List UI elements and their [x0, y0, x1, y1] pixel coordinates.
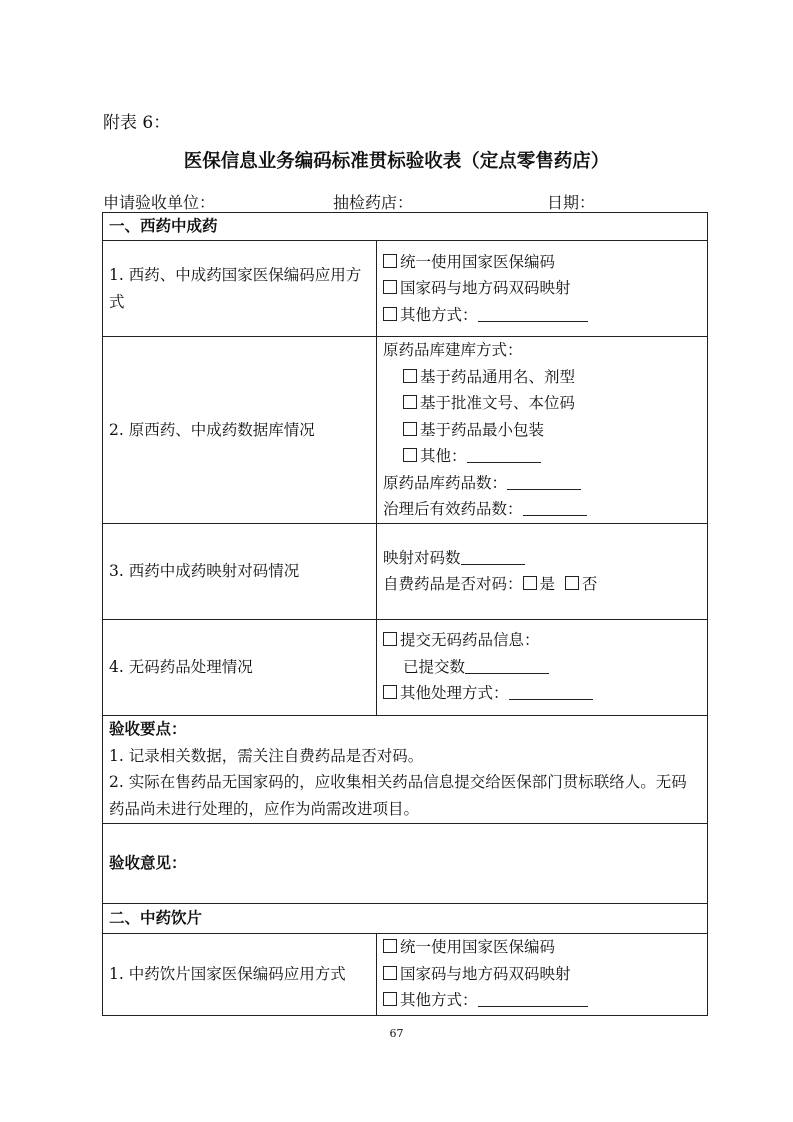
- question-label: 3. 西药中成药映射对码情况: [103, 523, 377, 619]
- answer-options: [377, 619, 708, 715]
- acceptance-point-2: 2. 实际在售药品无国家码的，应收集相关药品信息提交给医保部门贯标联络人。无码药品尚未进行处理的，应作为尚需改进项目。: [109, 773, 687, 818]
- checkbox[interactable]: [383, 632, 397, 646]
- fill-in-blank[interactable]: [465, 657, 549, 674]
- answer-options: [377, 241, 708, 337]
- option-approval-number[interactable]: 基于批准文号、本位码: [383, 390, 701, 417]
- section-heading-herbal-pieces: 二、中药饮片: [103, 903, 708, 933]
- acceptance-point-1: 1. 记录相关数据，需关注自费药品是否对码。: [109, 746, 424, 765]
- selfpaid-mapping-field: 自费药品是否对码： 是 否: [383, 575, 598, 593]
- option-other-handling[interactable]: 其他处理方式：: [383, 680, 701, 707]
- fill-in-blank[interactable]: [509, 683, 593, 700]
- section-heading-western-medicine: 一、西药中成药: [103, 213, 708, 241]
- question-label: 1. 中药饮片国家医保编码应用方式: [103, 933, 377, 1015]
- date-label: 日期：: [547, 193, 596, 212]
- checkbox[interactable]: [403, 395, 417, 409]
- question-label: 1. 西药、中成药国家医保编码应用方式: [103, 241, 377, 337]
- page-number: 67: [389, 1027, 404, 1040]
- option-other[interactable]: 其他：: [383, 443, 701, 470]
- option-other-method[interactable]: 其他方式：: [383, 987, 701, 1014]
- acceptance-opinion-heading: 验收意见：: [109, 853, 187, 872]
- checkbox[interactable]: [565, 576, 579, 590]
- fill-in-blank[interactable]: [478, 990, 588, 1007]
- fill-in-blank[interactable]: [461, 548, 525, 565]
- option-generic-name[interactable]: 基于药品通用名、剂型: [383, 364, 701, 391]
- section-header-row: [103, 903, 708, 933]
- option-unified-code[interactable]: 统一使用国家医保编码: [383, 934, 701, 961]
- option-min-package[interactable]: 基于药品最小包装: [383, 417, 701, 444]
- question-label: 4. 无码药品处理情况: [103, 619, 377, 715]
- option-unified-code[interactable]: 统一使用国家医保编码: [383, 249, 701, 276]
- annex-label: 附表 6：: [103, 113, 171, 133]
- option-other-method[interactable]: 其他方式：: [383, 302, 701, 329]
- fill-in-blank[interactable]: [507, 473, 581, 490]
- fill-in-blank[interactable]: [523, 499, 587, 516]
- checkbox[interactable]: [383, 280, 397, 294]
- question-label: 2. 原西药、中成药数据库情况: [103, 337, 377, 524]
- table-row: [103, 823, 708, 903]
- option-submit-uncoded[interactable]: 提交无码药品信息：: [383, 627, 701, 654]
- table-row: [103, 337, 708, 524]
- table-row: [103, 241, 708, 337]
- mapping-count-field: 映射对码数: [383, 545, 701, 572]
- checkbox[interactable]: [383, 992, 397, 1006]
- section-header-row: [103, 213, 708, 241]
- checkbox[interactable]: [383, 254, 397, 268]
- form-title: 医保信息业务编码标准贯标验收表（定点零售药店）: [183, 151, 610, 172]
- acceptance-opinion[interactable]: [103, 823, 708, 903]
- checkbox[interactable]: [403, 448, 417, 462]
- checkbox[interactable]: [403, 369, 417, 383]
- acceptance-points: [103, 715, 708, 823]
- acceptance-form-table: [102, 212, 708, 1016]
- acceptance-points-heading: 验收要点：: [109, 720, 187, 738]
- checkbox[interactable]: [403, 422, 417, 436]
- option-dual-code-mapping[interactable]: 国家码与地方码双码映射: [383, 275, 701, 302]
- sampled-pharmacy-label: 抽检药店：: [333, 193, 414, 212]
- checkbox[interactable]: [383, 966, 397, 980]
- option-no: 否: [581, 575, 598, 593]
- fill-in-blank[interactable]: [478, 305, 588, 322]
- applicant-unit-label: 申请验收单位：: [103, 193, 216, 212]
- valid-count-field: 治理后有效药品数：: [383, 496, 701, 523]
- table-row: [103, 619, 708, 715]
- submitted-count-field: 已提交数: [383, 654, 701, 681]
- answer-options: [377, 337, 708, 524]
- original-count-field: 原药品库药品数：: [383, 470, 701, 497]
- table-row: [103, 715, 708, 823]
- checkbox[interactable]: [383, 685, 397, 699]
- checkbox[interactable]: [383, 307, 397, 321]
- checkbox[interactable]: [383, 939, 397, 953]
- fill-in-blank[interactable]: [467, 446, 541, 463]
- table-row: [103, 933, 708, 1015]
- answer-options: [377, 933, 708, 1015]
- answer-options: [377, 523, 708, 619]
- checkbox[interactable]: [523, 576, 537, 590]
- option-dual-code-mapping[interactable]: 国家码与地方码双码映射: [383, 961, 701, 988]
- database-build-intro: 原药品库建库方式：: [383, 341, 523, 359]
- option-yes: 是: [539, 575, 556, 593]
- table-row: [103, 523, 708, 619]
